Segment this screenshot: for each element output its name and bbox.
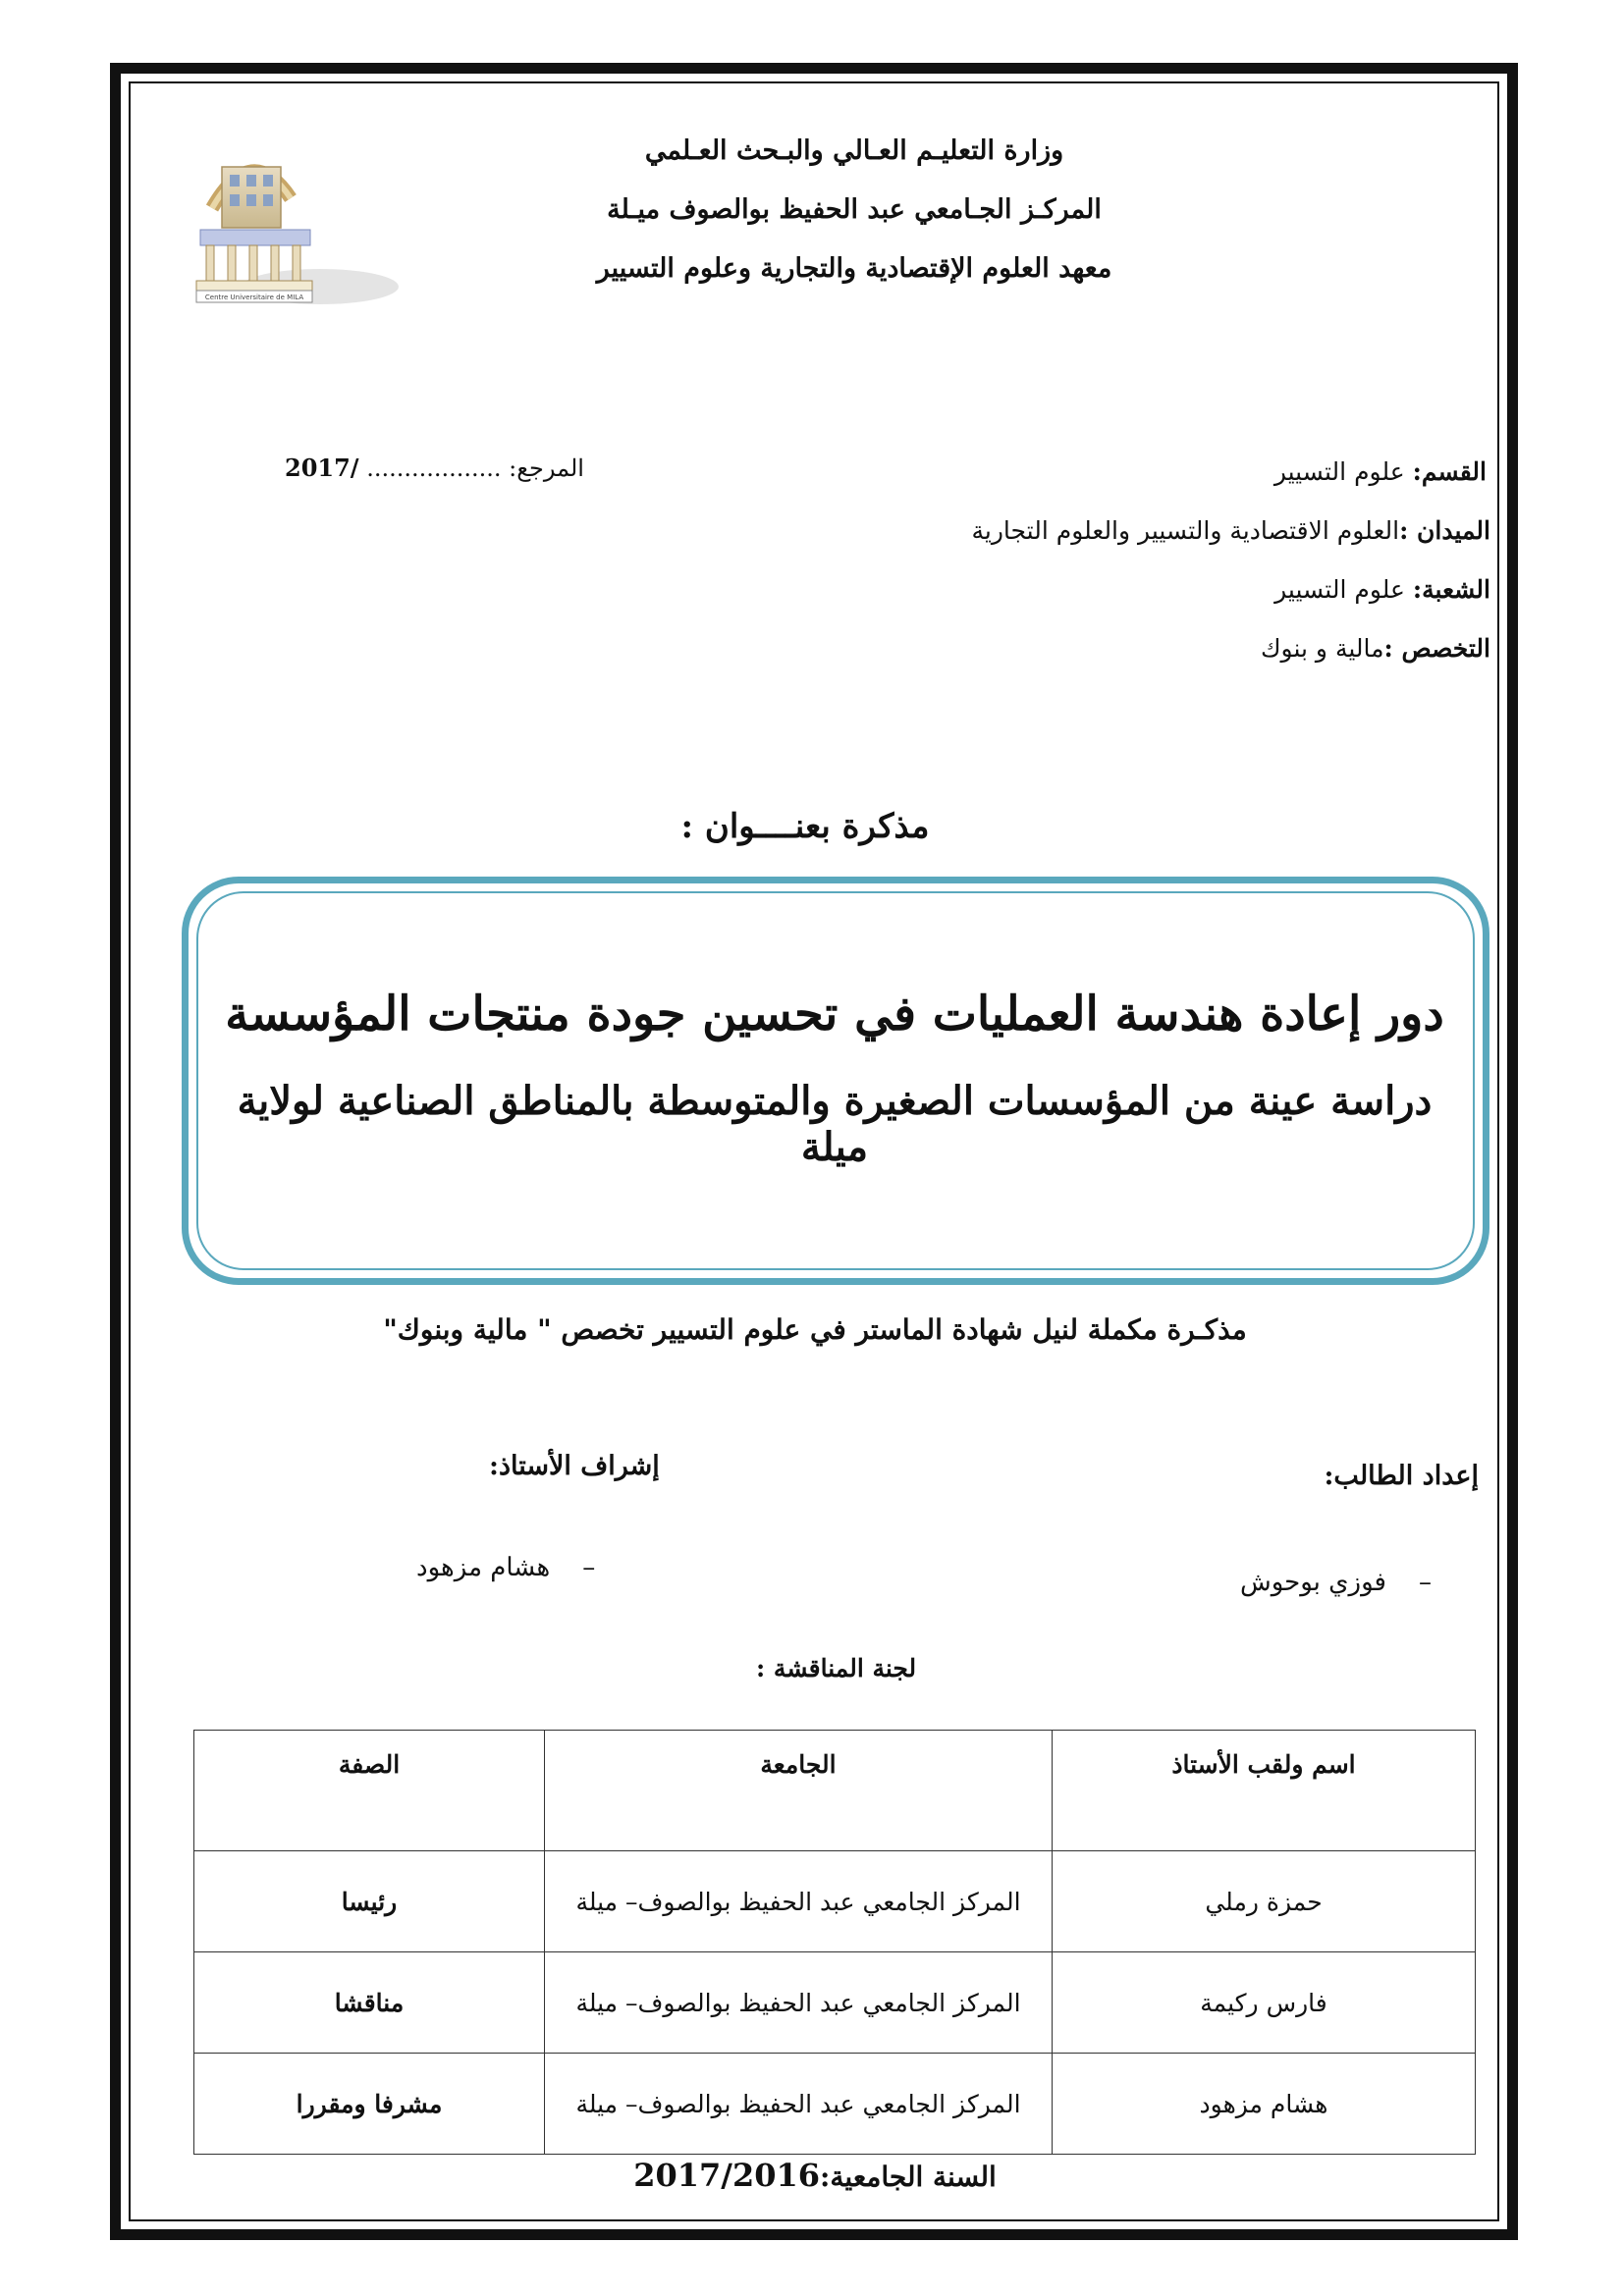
branch-key: الشعبة:	[1412, 575, 1490, 604]
supervisor-name: هشام مزهود	[416, 1553, 551, 1582]
specialty-key: التخصص :	[1383, 634, 1490, 663]
role: مشرفا ومقررا	[194, 2054, 545, 2155]
institute-name: معهد العلوم الإقتصادية والتجارية وعلوم التسيير	[596, 253, 1112, 284]
professor-name: فارس ركيمة	[1053, 1952, 1476, 2054]
university: المركز الجامعي عبد الحفيظ بوالصوف– ميلة	[545, 1952, 1053, 2054]
header-professor-name: اسم ولقب الأستاذ	[1053, 1731, 1476, 1851]
field-line	[971, 516, 1490, 545]
specialty-value: مالية و بنوك	[1260, 634, 1384, 663]
university-center-name: المركـز الجـامعي عبد الحفيظ بوالصوف ميـلة	[607, 194, 1102, 225]
academic-year-value: 2017/2016	[633, 2157, 821, 2194]
degree-statement: مذكـرة مكملة لنيل شهادة الماستر في علوم التسيير تخصص " مالية وبنوك"	[383, 1313, 1247, 1346]
logo-caption: Centre Universitaire de MILA	[204, 294, 304, 301]
field-value: العلوم الاقتصادية والتسيير والعلوم التجارية	[971, 516, 1400, 545]
branch-line	[1274, 575, 1490, 604]
header-university: الجامعة	[545, 1731, 1053, 1851]
department-line	[1274, 457, 1487, 486]
table-row	[194, 1952, 1476, 2054]
supervisor-dash: –	[582, 1553, 596, 1582]
student-dash: –	[1419, 1568, 1432, 1597]
table-row	[194, 1851, 1476, 1952]
university-logo	[192, 139, 399, 308]
reference-number	[285, 454, 584, 482]
professor-name: هشام مزهود	[1053, 2054, 1476, 2155]
role: رئيسا	[194, 1851, 545, 1952]
reference-label: المرجع: ..................	[366, 454, 584, 482]
thesis-title: دور إعادة هندسة العمليات في تحسين جودة منتجات المؤسسة	[225, 987, 1444, 1041]
role: مناقشا	[194, 1952, 545, 2054]
supervisor-label: إشراف الأستاذ:	[489, 1451, 660, 1481]
thesis-heading: مذكرة بعنــــوان :	[680, 807, 930, 846]
academic-year	[550, 2157, 1080, 2194]
field-key: الميدان :	[1399, 516, 1490, 545]
committee-title: لجنة المناقشة :	[756, 1654, 917, 1682]
student-label: إعداد الطالب:	[1324, 1461, 1479, 1491]
student-name-line	[1240, 1568, 1432, 1597]
header-role: الصفة	[194, 1731, 545, 1851]
ministry-name: وزارة التعليـم العـالي والبـحث العـلمي	[644, 135, 1064, 166]
thesis-subtitle-case-study: دراسة عينة من المؤسسات الصغيرة والمتوسطة بالمناطق الصناعية لولاية ميلة	[237, 1078, 1433, 1170]
supervisor-name-line	[416, 1553, 595, 1582]
student-name: فوزي بوحوش	[1239, 1568, 1386, 1597]
table-row	[194, 2054, 1476, 2155]
table-header-row	[194, 1731, 1476, 1851]
reference-year: /2017	[285, 454, 359, 482]
specialty-line	[1261, 634, 1490, 663]
university: المركز الجامعي عبد الحفيظ بوالصوف– ميلة	[545, 1851, 1053, 1952]
department-value: علوم التسيير	[1273, 457, 1413, 486]
department-key: القسم:	[1412, 457, 1487, 486]
university: المركز الجامعي عبد الحفيظ بوالصوف– ميلة	[545, 2054, 1053, 2155]
committee-table	[193, 1730, 1476, 2155]
professor-name: حمزة رملي	[1053, 1851, 1476, 1952]
academic-year-label: السنة الجامعية:	[820, 2161, 997, 2193]
branch-value: علوم التسيير	[1274, 575, 1413, 604]
